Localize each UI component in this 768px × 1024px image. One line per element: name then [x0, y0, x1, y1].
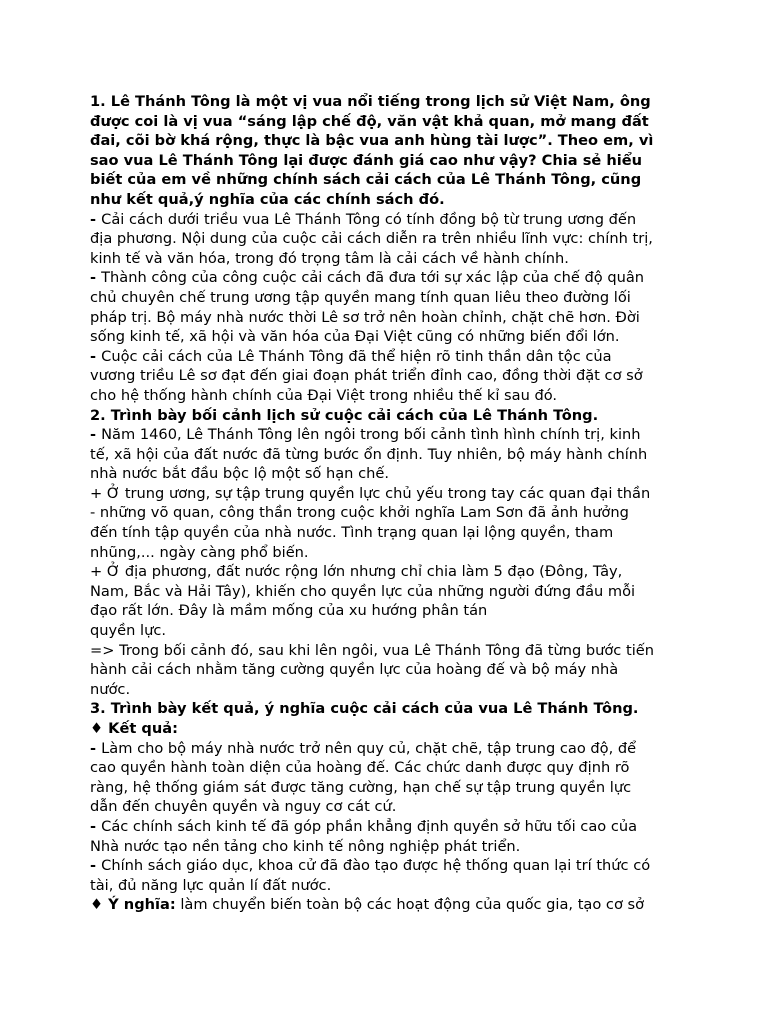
line-text: Các chính sách kinh tế đã góp phần khẳng định quyền sở hữu tối cao của — [101, 817, 638, 835]
line-text: đến tính tập quyền của nhà nước. Tình trạng quan lại lộng quyền, tham — [90, 524, 614, 542]
line-text: - những võ quan, công thần trong cuộc khởi nghĩa Lam Sơn đã ảnh hưởng — [90, 504, 629, 522]
line-text: vương triều Lê sơ đạt đến giai đoạn phát triển đỉnh cao, đồng thời đặt cơ sở — [90, 367, 643, 385]
document-page — [90, 92, 690, 915]
line-text: như kết quả,ý nghĩa của các chính sách đó. — [90, 190, 445, 208]
line-text: được coi là vị vua “sáng lập chế độ, văn vật khả quan, mở mang đất — [90, 112, 649, 130]
text-line — [90, 131, 690, 151]
text-line — [90, 464, 690, 484]
text-line — [90, 680, 690, 700]
line-text: tài, đủ năng lực quản lí đất nước. — [90, 876, 332, 894]
text-line — [90, 778, 690, 798]
line-text: đai, cõi bờ khá rộng, thực là bậc vua anh hùng tài lược”. Theo em, vì — [90, 132, 654, 150]
line-text: kinh tế và văn hóa, trong đó trọng tâm là cải cách về hành chính. — [90, 249, 569, 267]
line-text: nhũng,... ngày càng phổ biến. — [90, 543, 309, 561]
line-text: quyền lực. — [90, 622, 166, 640]
line-text: 1. Lê Thánh Tông là một vị vua nổi tiếng trong lịch sử Việt Nam, ông — [90, 93, 651, 110]
line-text: pháp trị. Bộ máy nhà nước thời Lê sơ trở nên hoàn chỉnh, chặt chẽ hơn. Đời — [90, 308, 640, 326]
line-text: Làm cho bộ máy nhà nước trở nên quy củ, chặt chẽ, tập trung cao độ, để — [101, 739, 637, 757]
text-line — [90, 582, 690, 602]
line-prefix: ♦ Ý nghĩa: — [90, 896, 176, 914]
text-line — [90, 190, 690, 210]
line-text: + Ở địa phương, đất nước rộng lớn nhưng chỉ chia làm 5 đạo (Đông, Tây, — [90, 563, 623, 581]
text-line — [90, 210, 690, 230]
line-text: sống kinh tế, xã hội và văn hóa của Đại Việt cũng có những biến đổi lớn. — [90, 328, 620, 346]
line-prefix: - — [90, 269, 102, 287]
line-text: cho hệ thống hành chính của Đại Việt trong nhiều thế kỉ sau đó. — [90, 386, 558, 404]
line-text: tế, xã hội của đất nước đã từng bước ổn định. Tuy nhiên, bộ máy hành chính — [90, 445, 648, 463]
line-text: nước. — [90, 680, 131, 698]
text-line — [90, 660, 690, 680]
line-text: ràng, hệ thống giám sát được tăng cường, hạn chế sự tập trung quyền lực — [90, 778, 632, 796]
text-line — [90, 366, 690, 386]
line-text: Năm 1460, Lê Thánh Tông lên ngôi trong bối cảnh tình hình chính trị, kinh — [101, 426, 641, 444]
line-prefix: - — [90, 426, 102, 444]
line-text: Nam, Bắc và Hải Tây), khiến cho quyền lực của những người đứng đầu mỗi — [90, 582, 636, 600]
line-text: làm chuyển biến toàn bộ các hoạt động của quốc gia, tạo cơ sở — [175, 896, 645, 914]
text-line — [90, 425, 690, 445]
text-line — [90, 601, 690, 621]
text-line — [90, 406, 690, 426]
text-line — [90, 641, 690, 661]
line-text: => Trong bối cảnh đó, sau khi lên ngôi, vua Lê Thánh Tông đã từng bước tiến — [90, 641, 654, 659]
line-text: sao vua Lê Thánh Tông lại được đánh giá cao như vậy? Chia sẻ hiểu — [90, 151, 643, 169]
text-line — [90, 523, 690, 543]
line-text: biết của em về những chính sách cải cách của Lê Thánh Tông, cũng — [90, 171, 642, 189]
line-prefix: - — [90, 857, 102, 875]
text-line — [90, 543, 690, 563]
line-text: Chính sách giáo dục, khoa cử đã đào tạo được hệ thống quan lại trí thức có — [101, 857, 651, 875]
text-line — [90, 170, 690, 190]
text-line — [90, 699, 690, 719]
line-prefix: - — [90, 347, 102, 365]
line-text: chủ chuyên chế trung ương tập quyền mang tính quan liêu theo đường lối — [90, 288, 631, 306]
text-line — [90, 719, 690, 739]
text-line — [90, 817, 690, 837]
text-line — [90, 308, 690, 328]
text-line — [90, 327, 690, 347]
text-line — [90, 112, 690, 132]
text-line — [90, 484, 690, 504]
line-text: nhà nước bắt đầu bộc lộ một số hạn chế. — [90, 465, 389, 483]
text-line — [90, 386, 690, 406]
text-line — [90, 503, 690, 523]
line-text: 3. Trình bày kết quả, ý nghĩa cuộc cải cách của vua Lê Thánh Tông. — [90, 700, 639, 718]
line-text: địa phương. Nội dung của cuộc cải cách diễn ra trên nhiều lĩnh vực: chính trị, — [90, 230, 653, 248]
text-line — [90, 268, 690, 288]
line-text: cao quyền hành toàn diện của hoàng đế. Các chức danh được quy định rõ — [90, 759, 630, 777]
text-line — [90, 621, 690, 641]
line-text: Cuộc cải cách của Lê Thánh Tông đã thể hiện rõ tinh thần dân tộc của — [101, 347, 612, 365]
text-line — [90, 739, 690, 759]
text-line — [90, 229, 690, 249]
line-text: Nhà nước tạo nền tảng cho kinh tế nông nghiệp phát triển. — [90, 837, 521, 855]
line-text: dẫn đến chuyên quyền và nguy cơ cát cứ. — [90, 798, 397, 816]
text-line — [90, 876, 690, 896]
line-text: hành cải cách nhằm tăng cường quyền lực của hoàng đế và bộ máy nhà — [90, 661, 619, 679]
text-line — [90, 895, 690, 915]
line-prefix: - — [90, 817, 102, 835]
text-line — [90, 562, 690, 582]
line-text: Cải cách dưới triều vua Lê Thánh Tông có tính đồng bộ từ trung ương đến — [101, 210, 637, 228]
line-text: đạo rất lớn. Đây là mầm mống của xu hướng phân tán — [90, 602, 488, 620]
text-line — [90, 856, 690, 876]
text-line — [90, 249, 690, 269]
line-text: 2. Trình bày bối cảnh lịch sử cuộc cải cách của Lê Thánh Tông. — [90, 406, 599, 424]
text-line — [90, 837, 690, 857]
text-line — [90, 92, 690, 112]
text-line — [90, 347, 690, 367]
line-prefix: - — [90, 739, 102, 757]
text-line — [90, 797, 690, 817]
text-line — [90, 445, 690, 465]
line-text: + Ở trung ương, sự tập trung quyền lực chủ yếu trong tay các quan đại thần — [90, 484, 651, 502]
text-line — [90, 758, 690, 778]
line-text: ♦ Kết quả: — [90, 720, 178, 737]
text-line — [90, 151, 690, 171]
line-text: Thành công của công cuộc cải cách đã đưa tới sự xác lập của chế độ quân — [101, 269, 645, 287]
text-line — [90, 288, 690, 308]
line-prefix: - — [90, 210, 102, 228]
